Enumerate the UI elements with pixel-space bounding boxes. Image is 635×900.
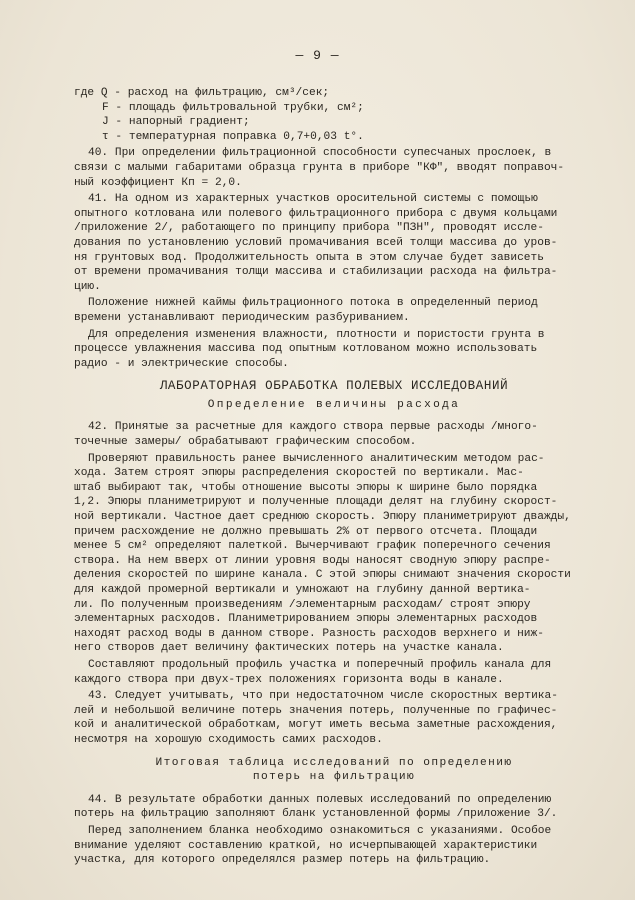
- definitions-block: [74, 86, 594, 144]
- definition-q: где Q - расход на фильтрацию, см³/сек;: [74, 87, 330, 99]
- paragraph-43: 43. Следует учитывать, что при недостаточном числе скоростных вертика- лей и небольшой величине потерь значения потерь, полученные по графичес- кой и аналитической обработкам, могут иметь весьма заметные расхождения, несмотря на хорошую сходимость самих расходов.: [74, 690, 558, 746]
- paragraph-bottom-boundary: Положение нижней каймы фильтрационного потока в определенный период времени устанавливают периодическим разбуриванием.: [74, 297, 538, 324]
- subsection-heading: Определение величины расхода: [207, 398, 461, 411]
- section-heading: ЛАБОРАТОРНАЯ ОБРАБОТКА ПОЛЕВЫХ ИССЛЕДОВАНИЙ: [159, 379, 509, 394]
- definition-f: F - площадь фильтровальной трубки, см²;: [102, 101, 364, 114]
- page-number: — 9 —: [295, 48, 340, 63]
- paragraph-44: 44. В результате обработки данных полевых исследований по определению потерь на фильтрацию заполняют бланк установленной формы /приложение 3/.: [74, 793, 558, 821]
- paragraph-form: Перед заполнением бланка необходимо ознакомиться с указаниями. Особое внимание уделяют составлению краткой, но исчерпывающей характеристики участка, для которого определялся размер потерь на фильтрацию.: [74, 824, 552, 867]
- paragraph-moisture: Для определения изменения влажности, плотности и пористости грунта в процессе увлажнения массива под опытным котлованом можно использовать радио - и электрические способы.: [74, 328, 545, 370]
- paragraph-40: 40. При определении фильтрационной способности супесчаных прослоек, в связи с малыми габаритами образца грунта в приборе "КФ", вводят поправоч- ный коэффициент Кп = 2,0.: [74, 147, 565, 189]
- paragraph-profile: Составляют продольный профиль участка и поперечный профиль канала для каждого створа при двух-трех положениях горизонта воды в канале.: [74, 658, 552, 686]
- definition-tau: τ - температурная поправка 0,7+0,03 t°.: [102, 130, 364, 143]
- paragraph-check: Проверяют правильность ранее вычисленного аналитическим методом рас- хода. Затем строят эпюры распределения скоростей по вертикали. Мас- штаб выбирают так, чтобы отношение высоты эпюры к ширине было порядка 1,2. Эпюры планиметрируют и полученные площади делят на глубину скорост- ной вертикали. Частное дает среднюю скорость. Эпюру планиметрируют дважды, причем расхождение не должно превышать 2% от первого отсчета. Площади менее 5 см² определяют палеткой. Вычерчивают график поперечного сечения створа. На нем вверх от линии уровня воды наносят сводную эпюру распре- деления скоростей по ширине канала. С этой эпюры снимают значения скорости для каждой промерной вертикали и умножают на глубину данной вертика- ли. По полученным произведениям /элементарным расходам/ строят эпюру элементарных расходов. Планиметрированием эпюры элементарных расходов находят расход воды в данном створе. Разность расходов верхнего и ниж- него створов дает величину фактических потерь на участке канала.: [74, 452, 571, 655]
- definition-j: J - напорный градиент;: [102, 116, 250, 129]
- table-heading: Итоговая таблица исследований по определению потерь на фильтрацию: [155, 756, 513, 784]
- body-text: [74, 86, 594, 870]
- paragraph-41: 41. На одном из характерных участков оросительной системы с помощью опытного котлована или полевого фильтрационного прибора с двумя кольцами /приложение 2/, работающего по принципу прибора "ПЗН", проводят иссле- дования по установлению условий промачивания всей толщи массива до уров- ня грунтовых вод. Продолжительность опыта в этом случае будет зависеть от времени промачивания толщи массива и стабилизации расхода на фильтра- цию.: [74, 193, 558, 293]
- paragraph-42: 42. Принятые за расчетные для каждого створа первые расходы /много- точечные замеры/ обрабатывают графическим способом.: [74, 421, 538, 449]
